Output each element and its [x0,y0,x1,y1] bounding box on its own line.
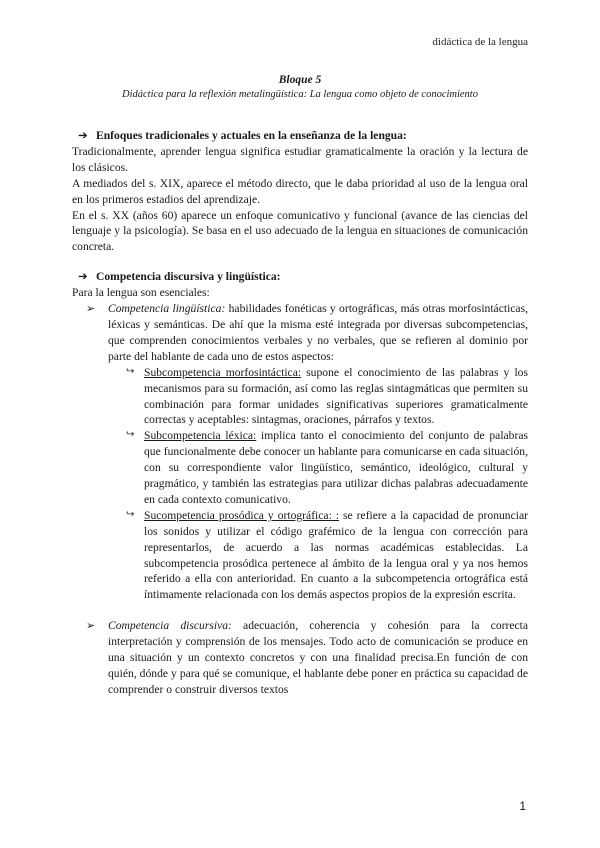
sub-item-term: Subcompetencia léxica: [144,429,257,443]
page-title: Bloque 5 [278,74,322,86]
section-heading-text: Competencia discursiva y lingüística: [96,270,281,284]
item-text: habilidades fonéticas y ortográficas, más otras morfosintácticas, léxicas y semánticas. De ahí que la misma esté integrada por diversas subcompetencias, que comprenden conocimientos verbales y no verbales, que se refieren al dominio por parte del hablante de cada uno de estos aspectos: [108,302,528,363]
spacer [72,603,528,618]
curved-arrow-bullet-icon: ↪ [126,429,135,441]
section-heading-competencia [72,269,528,285]
sub-item-morfosintactica [72,365,528,429]
document-body [72,128,528,698]
item-term: Competencia lingüística: [108,302,226,316]
paragraph: Tradicionalmente, aprender lengua significa estudiar gramaticalmente la oración y la lectura de los clásicos. [72,144,528,174]
list-item-competencia-linguistica [72,301,528,365]
curved-arrow-bullet-icon: ↪ [126,365,135,377]
arrowhead-bullet-icon: ➢ [86,302,96,316]
list-item-competencia-discursiva [72,618,528,698]
running-header: didáctica de la lengua [432,36,528,48]
sub-item-lexica [72,428,528,508]
arrow-right-icon: ➔ [78,129,88,142]
spacer [72,255,528,269]
title-block [72,72,528,102]
arrow-right-icon: ➔ [78,270,88,284]
sub-item-text: se refiere a la capacidad de pronunciar los sonidos y utilizar el código grafémico de la lengua con corrección para representarlos, de acuerdo a las normas académicas establecidas. La subcompetencia prosódica pertenece al ámbito de la lengua oral y ya nos hemos referido a ella con anterioridad. En cuanto a la subcompetencia ortográfica está íntimamente relacionada con los demás aspectos propios de la expresión escrita. [144,508,528,602]
curved-arrow-bullet-icon: ↪ [126,508,135,520]
section-heading-enfoques [72,128,528,144]
sub-item-term: Sucompetencia prosódica y ortográfica: : [144,508,340,522]
arrowhead-bullet-icon: ➢ [86,619,96,633]
paragraph: En el s. XX (años 60) aparece un enfoque comunicativo y funcional (avance de las ciencias del lenguaje y la psicología). Se basa en el uso adecuado de la lengua en situaciones de comunicación concreta. [72,208,528,254]
item-text: adecuación, coherencia y cohesión para la correcta interpretación y comprensión de los mensajes. Todo acto de comunicación se produce en una situación y un contexto concretos y con una finalidad precisa.En función de con quién, dónde y para qué se comunique, el hablante debe poner en práctica su capacidad de comprender o construir diversos textos [108,619,528,696]
item-term: Competencia discursiva: [108,619,232,633]
section-heading-text: Enfoques tradicionales y actuales en la enseñanza de la lengua: [96,129,407,142]
paragraph: A mediados del s. XIX, aparece el método directo, que le daba prioridad al uso de la lengua oral en los primeros estadios del aprendizaje. [72,176,528,206]
sub-item-term: Subcompetencia morfosintáctica: [144,365,302,379]
sub-item-text: supone el conocimiento de las palabras y los mecanismos para su formación, así como las reglas sintagmáticas que permiten su combinación para formar unidades significativas superiores gramaticalmente correctas y aceptables: sintagmas, oraciones, párrafos y textos. [144,365,528,427]
sub-item-text: implica tanto el conocimiento del conjunto de palabras que funcionalmente debe conocer un hablante para comunicarse en cada situación, con su correspondiente valor lingüístico, semántico, ideológico, cultural y pragmático, y también las estrategias para utilizar dichas palabras adecuadamente en cada contexto comunicativo. [144,429,529,506]
paragraph: Para la lengua son esenciales: [72,286,210,300]
sub-item-prosodica [72,508,528,603]
page-subtitle: Didáctica para la reflexión metalingüística: La lengua como objeto de conocimiento [122,89,478,100]
page-number: 1 [519,799,526,813]
